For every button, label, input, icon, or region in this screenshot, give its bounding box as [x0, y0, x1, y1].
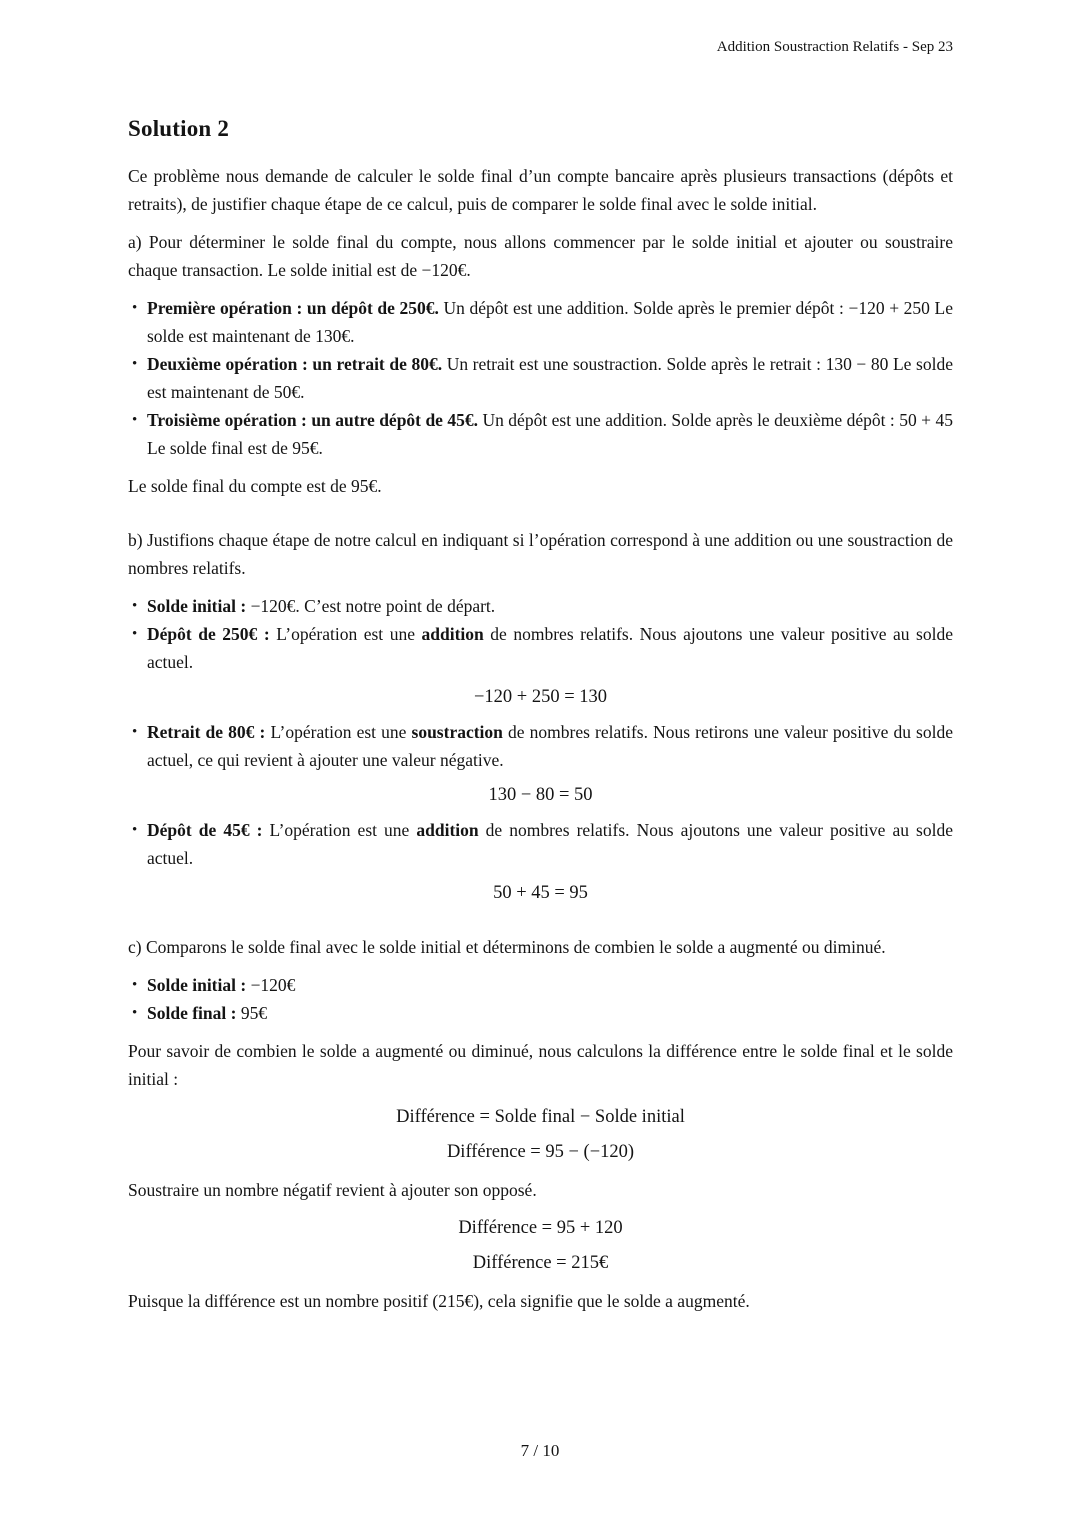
- part-c-oppose-paragraph: Soustraire un nombre négatif revient à ajouter son opposé.: [128, 1180, 537, 1200]
- part-c-conclusion: Puisque la différence est un nombre positif (215€), cela signifie que le solde a augmenté.: [128, 1291, 750, 1311]
- equation-difference-substitution: Différence = 95 − (−120): [446, 1142, 635, 1162]
- equation-depot-45: 50 + 45 = 95: [493, 883, 588, 903]
- part-b-list: [128, 592, 953, 907]
- item-text: de nombres relatifs. Nous ajoutons une valeur positive au solde actuel.: [147, 820, 953, 868]
- equation-difference-addition: Différence = 95 + 120: [458, 1218, 623, 1238]
- item-label: Retrait de 80€ :: [147, 722, 266, 742]
- item-text: −120€. C’est notre point de départ.: [246, 596, 496, 616]
- item-label: Dépôt de 250€ :: [147, 624, 270, 644]
- item-text: Un dépôt est une addition. Solde après le premier dépôt : −120 + 250 Le solde est maintenant de 130€.: [147, 298, 953, 346]
- item-label: Dépôt de 45€ :: [147, 820, 263, 840]
- part-a-intro: a) Pour déterminer le solde final du compte, nous allons commencer par le solde initial et ajouter ou soustraire chaque transaction. Le solde initial est de −120€.: [128, 232, 953, 280]
- item-text: L’opération est une: [265, 722, 412, 742]
- list-item-retrait-80: [128, 718, 953, 774]
- page-number: 7 / 10: [520, 1441, 560, 1460]
- item-label: Première opération : un dépôt de 250€.: [147, 298, 439, 318]
- item-text: Un dépôt est une addition. Solde après le deuxième dépôt : 50 + 45 Le solde final est de 95€.: [147, 410, 953, 458]
- list-item-depot-250: [128, 620, 953, 676]
- list-item-operation-3: [128, 406, 953, 462]
- part-c-difference-paragraph: Pour savoir de combien le solde a augmenté ou diminué, nous calculons la différence entre le solde final et le solde initial :: [128, 1041, 953, 1089]
- item-label: Deuxième opération : un retrait de 80€.: [147, 354, 443, 374]
- item-emphasis: addition: [421, 624, 484, 644]
- item-text: L’opération est une: [262, 820, 417, 840]
- item-label: Troisième opération : un autre dépôt de 45€.: [147, 410, 479, 430]
- part-a-list: [128, 294, 953, 462]
- list-item-solde-final-value: [128, 999, 953, 1027]
- item-text: −120€: [246, 975, 296, 995]
- item-text: L’opération est une: [269, 624, 422, 644]
- item-label: Solde final :: [147, 1003, 237, 1023]
- list-item-solde-initial-value: [128, 971, 953, 999]
- intro-paragraph: Ce problème nous demande de calculer le solde final d’un compte bancaire après plusieurs transactions (dépôts et retraits), de justifier chaque étape de ce calcul, puis de comparer le solde final avec le solde initial.: [128, 166, 953, 214]
- header-title: Addition Soustraction Relatifs - Sep 23: [716, 39, 953, 55]
- part-a-conclusion: Le solde final du compte est de 95€.: [128, 476, 382, 496]
- list-item-operation-1: [128, 294, 953, 350]
- list-item-operation-2: [128, 350, 953, 406]
- item-label: Solde initial :: [147, 596, 247, 616]
- equation-retrait-80: 130 − 80 = 50: [488, 785, 593, 805]
- item-text: de nombres relatifs. Nous retirons une valeur positive du solde actuel, ce qui revient à ajouter une valeur négative.: [147, 722, 953, 770]
- part-c-intro: c) Comparons le solde final avec le solde initial et déterminons de combien le solde a augmenté ou diminué.: [128, 937, 886, 957]
- item-emphasis: soustraction: [411, 722, 503, 742]
- equation-depot-250: −120 + 250 = 130: [473, 687, 608, 707]
- item-text: Un retrait est une soustraction. Solde après le retrait : 130 − 80 Le solde est maintenant de 50€.: [147, 354, 953, 402]
- page-title: Solution 2: [128, 116, 230, 141]
- part-c-list: [128, 971, 953, 1027]
- page-header: [128, 38, 953, 56]
- item-text: de nombres relatifs. Nous ajoutons une valeur positive au solde actuel.: [147, 624, 953, 672]
- equation-difference-result: Différence = 215€: [472, 1253, 609, 1273]
- item-emphasis: addition: [416, 820, 479, 840]
- item-text: 95€: [236, 1003, 268, 1023]
- part-b-intro: b) Justifions chaque étape de notre calcul en indiquant si l’opération correspond à une addition ou une soustraction de nombres relatifs.: [128, 530, 953, 578]
- equation-difference-definition: Différence = Solde final − Solde initial: [396, 1107, 685, 1127]
- item-label: Solde initial :: [147, 975, 247, 995]
- list-item-depot-45: [128, 816, 953, 872]
- list-item-solde-initial: [128, 592, 953, 620]
